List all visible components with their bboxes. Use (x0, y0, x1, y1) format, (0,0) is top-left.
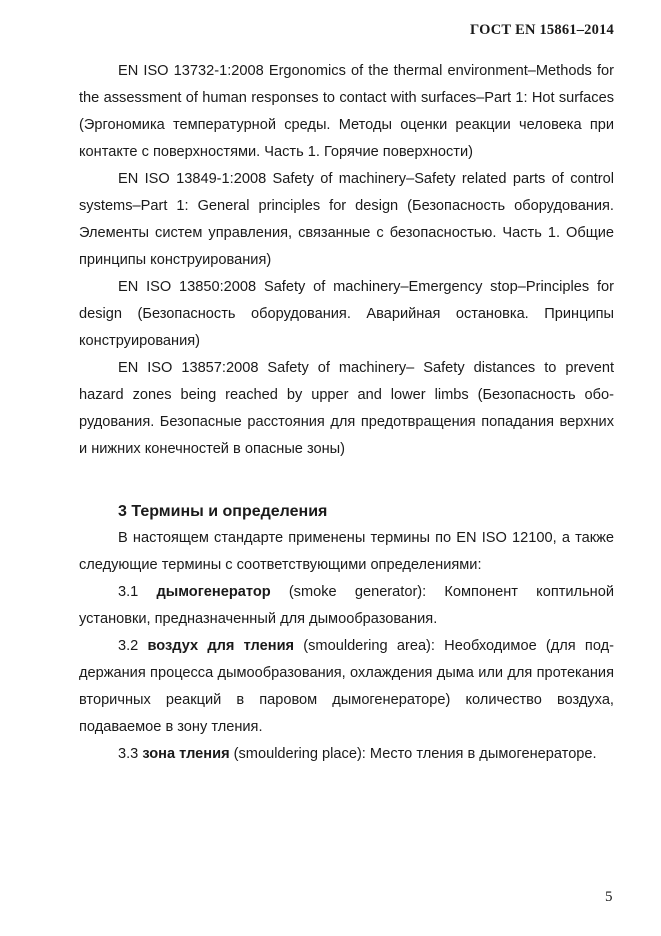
term-name: дымогенератор (156, 584, 271, 600)
term-name: зона тления (142, 746, 230, 762)
term-definition: (smouldering place): Место тления в дымогенераторе. (229, 746, 597, 762)
term-number: 3.3 (118, 746, 143, 762)
term-definition-3-3 (79, 741, 614, 768)
term-number: 3.2 (118, 638, 148, 654)
term-definition-3-2 (79, 633, 614, 741)
page-content (79, 58, 614, 768)
reference-iso-13732: EN ISO 13732-1:2008 Ergonomics of the thermal environment–Methods for the assessment of human responses to contact with surfaces–Part 1: Hot surfaces (Эргономика температурной среды. Методы оценки реакции человека при контакте с поверхностями. Часть 1. Горячие поверхности) (79, 63, 614, 160)
section-title-terms: 3 Термины и определения (118, 503, 328, 520)
section-intro: В настоящем стандарте применены термины по EN ISO 12100, а также следующие термины с соответствующими определениями: (79, 530, 614, 573)
term-name: воздух для тления (147, 638, 295, 654)
page-number: 5 (605, 889, 613, 905)
term-number: 3.1 (118, 584, 157, 600)
reference-iso-13849: EN ISO 13849-1:2008 Safety of machinery–Safety related parts of control systems–Part 1: General principles for design (Безопасность оборудования. Элементы систем управления, связанные с безопасностью. Часть 1. Общие принципы конструирования) (79, 171, 614, 268)
reference-iso-13850: EN ISO 13850:2008 Safety of machinery–Emergency stop–Principles for design (Безопасность оборудования. Аварийная остановка. Принципы конструирования) (79, 279, 614, 349)
term-definition-3-1 (79, 579, 614, 633)
term-definition: (smouldering area): Необходимое (для поддержания процесса дымообразования, охлаждения дыма или для протекания вторичных реакций в паровом дымогенераторе) количество воздуха, подаваемое в зону тления. (79, 638, 615, 735)
document-code-header: ГОСТ EN 15861–2014 (470, 22, 614, 38)
term-definition: (smoke generator): Компонент коптильной установки, предназначенный для дымообразования. (79, 584, 615, 627)
reference-iso-13857: EN ISO 13857:2008 Safety of machinery– Safety distances to prevent hazard zones being reached by upper and lower limbs (Безопасность оборудования. Безопасные расстояния для предотвращения попадания верхних и нижних конечностей в опасные зоны) (79, 360, 614, 457)
